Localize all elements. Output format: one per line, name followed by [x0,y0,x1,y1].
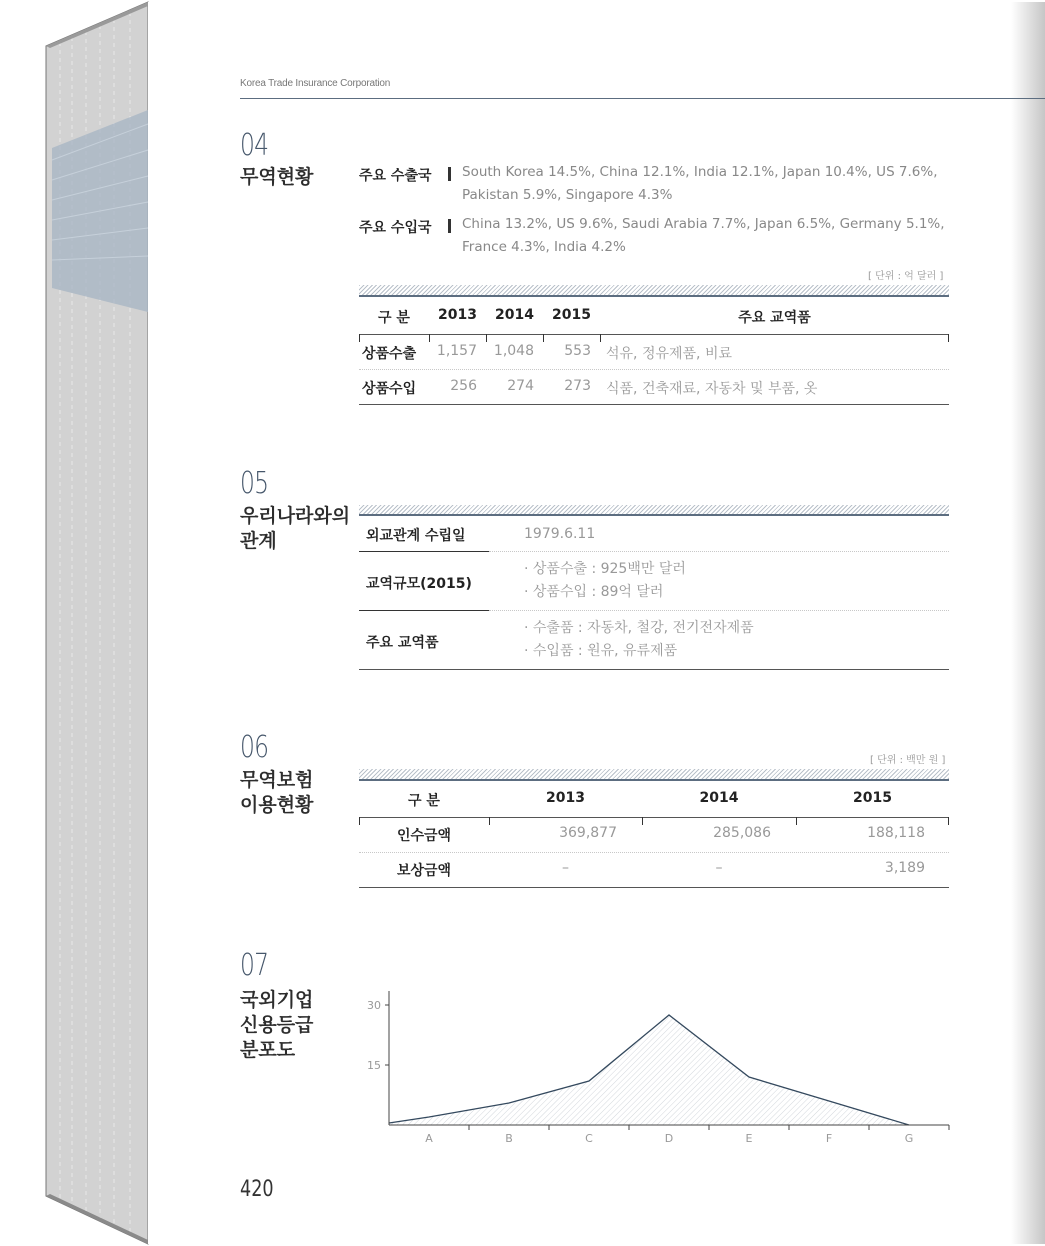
section-07-title [240,988,313,1063]
section-06-number: 06 [240,730,269,765]
ins-th-2015: 2015 [853,790,892,806]
trade-cell: 1,157 [436,343,477,359]
relation-table-top-rule [359,514,949,516]
section-07-title-line-1: 국외기업 [240,989,314,1011]
section-05-title [240,504,350,554]
ins-th-2013: 2013 [546,790,585,806]
relation-label-rule [359,551,489,552]
ins-th-2014: 2014 [699,790,739,806]
trade-row-divider [359,369,949,370]
exports-divider [448,167,451,181]
ins-row-divider [359,852,949,853]
relation-value-line: · 상품수출 : 925백만 달러 [524,561,686,577]
trade-tick [359,334,360,342]
chart-y-tick-label: 15 [367,1059,381,1072]
section-06-title [240,768,313,818]
relation-row-divider [489,551,949,552]
trade-tick [600,334,601,342]
relation-row-divider [489,610,949,611]
section-07-title-line-3: 분포도 [240,1039,296,1061]
chart-x-tick-label: D [664,1132,674,1145]
imports-divider [448,219,451,233]
ins-cell: – [715,860,723,876]
chart-x-tick-label: G [904,1132,914,1145]
trade-cell: 274 [507,378,534,394]
trade-tick [948,334,949,342]
ins-row-label: 인수금액 [396,828,452,844]
trade-th-2014: 2014 [495,307,534,323]
trade-cell: 256 [450,378,477,394]
credit-rating-chart [359,987,959,1162]
insurance-table-hatch [359,769,949,779]
ins-tick [642,817,643,825]
trade-table-unit: [ 단위 : 억 달러 ] [868,271,944,282]
imports-value [462,213,952,259]
book-edge-decoration [0,0,150,1246]
section-05-title-line-2: 관계 [240,530,277,552]
relation-value: 1979.6.11 [524,526,596,542]
relation-bottom-rule [359,669,949,670]
ins-cell: – [562,860,569,876]
exports-label: 주요 수출국 [359,168,432,184]
trade-tick [429,334,430,342]
section-06-title-line-1: 무역보험 [240,769,314,791]
relation-value-line: · 수출품 : 자동차, 철강, 전기전자제품 [524,620,754,636]
chart-y-tick-label: 30 [367,999,381,1012]
relation-label: 외교관계 수립일 [366,528,466,544]
relation-label: 주요 교역품 [366,635,439,651]
section-05-title-line-1: 우리나라와의 [240,505,351,527]
relation-label-rule [359,610,489,611]
trade-th-2015: 2015 [552,307,591,323]
relation-value-line: · 수입품 : 원유, 유류제품 [524,643,678,659]
section-04-number: 04 [240,128,269,163]
trade-table-hatch [359,285,949,295]
trade-cell-items: 식품, 건축재료, 자동차 및 부품, 옷 [606,381,818,397]
relation-value [524,617,754,663]
insurance-table-unit: [ 단위 : 백만 원 ] [870,755,946,766]
chart-x-tick-label: A [425,1132,433,1145]
ins-cell: 369,877 [559,825,617,841]
section-06-title-line-2: 이용현황 [240,794,314,816]
trade-row-label: 상품수출 [362,346,417,362]
page [148,2,1045,1244]
ins-tick [948,817,949,825]
imports-label: 주요 수입국 [359,220,432,236]
ins-header-rule [359,817,949,818]
trade-tick [486,334,487,342]
section-07-number: 07 [240,948,269,983]
trade-cell: 553 [564,343,591,359]
header-rule [240,98,1045,99]
exports-value [462,161,952,207]
trade-row-label: 상품수입 [362,381,417,397]
relation-value-line: · 상품수입 : 89억 달러 [524,584,664,600]
section-04-title: 무역현황 [240,166,314,188]
trade-bottom-rule [359,404,949,405]
page-fold-shadow [1011,2,1045,1244]
chart-x-tick-label: F [825,1132,833,1145]
section-07-title-line-2: 신용등급 [240,1014,314,1036]
ins-tick [359,817,360,825]
relation-value [524,558,686,604]
ins-cell: 3,189 [884,860,925,876]
ins-tick [489,817,490,825]
ins-cell: 285,086 [713,825,771,841]
page-number: 420 [240,1177,274,1202]
relation-label: 교역규모(2015) [366,576,472,592]
trade-header-rule [359,334,949,335]
trade-th-2013: 2013 [438,307,477,323]
trade-th-category: 구 분 [378,310,410,326]
ins-th-category: 구 분 [408,793,440,809]
imports-line-2: France 4.3%, India 4.2% [462,239,626,255]
running-header: Korea Trade Insurance Corporation [240,78,391,89]
trade-th-items: 주요 교역품 [738,310,811,326]
chart-x-tick-label: B [505,1132,513,1145]
ins-row-label: 보상금액 [396,863,452,879]
trade-cell: 273 [564,378,591,394]
section-05-number: 05 [240,466,269,501]
ins-bottom-rule [359,887,949,888]
trade-cell: 1,048 [493,343,534,359]
chart-x-tick-label: C [585,1132,593,1145]
trade-table-top-rule [359,295,949,297]
insurance-table-top-rule [359,779,949,781]
imports-line-1: China 13.2%, US 9.6%, Saudi Arabia 7.7%, Japan 6.5%, Germany 5.1%, [462,216,945,232]
exports-line-1: South Korea 14.5%, China 12.1%, India 12.1%, Japan 10.4%, US 7.6%, [462,164,938,180]
chart-x-tick-label: E [745,1132,753,1145]
trade-tick [543,334,544,342]
ins-cell: 188,118 [867,825,925,841]
ins-tick [796,817,797,825]
trade-cell-items: 석유, 정유제품, 비료 [606,346,732,362]
exports-line-2: Pakistan 5.9%, Singapore 4.3% [462,187,673,203]
